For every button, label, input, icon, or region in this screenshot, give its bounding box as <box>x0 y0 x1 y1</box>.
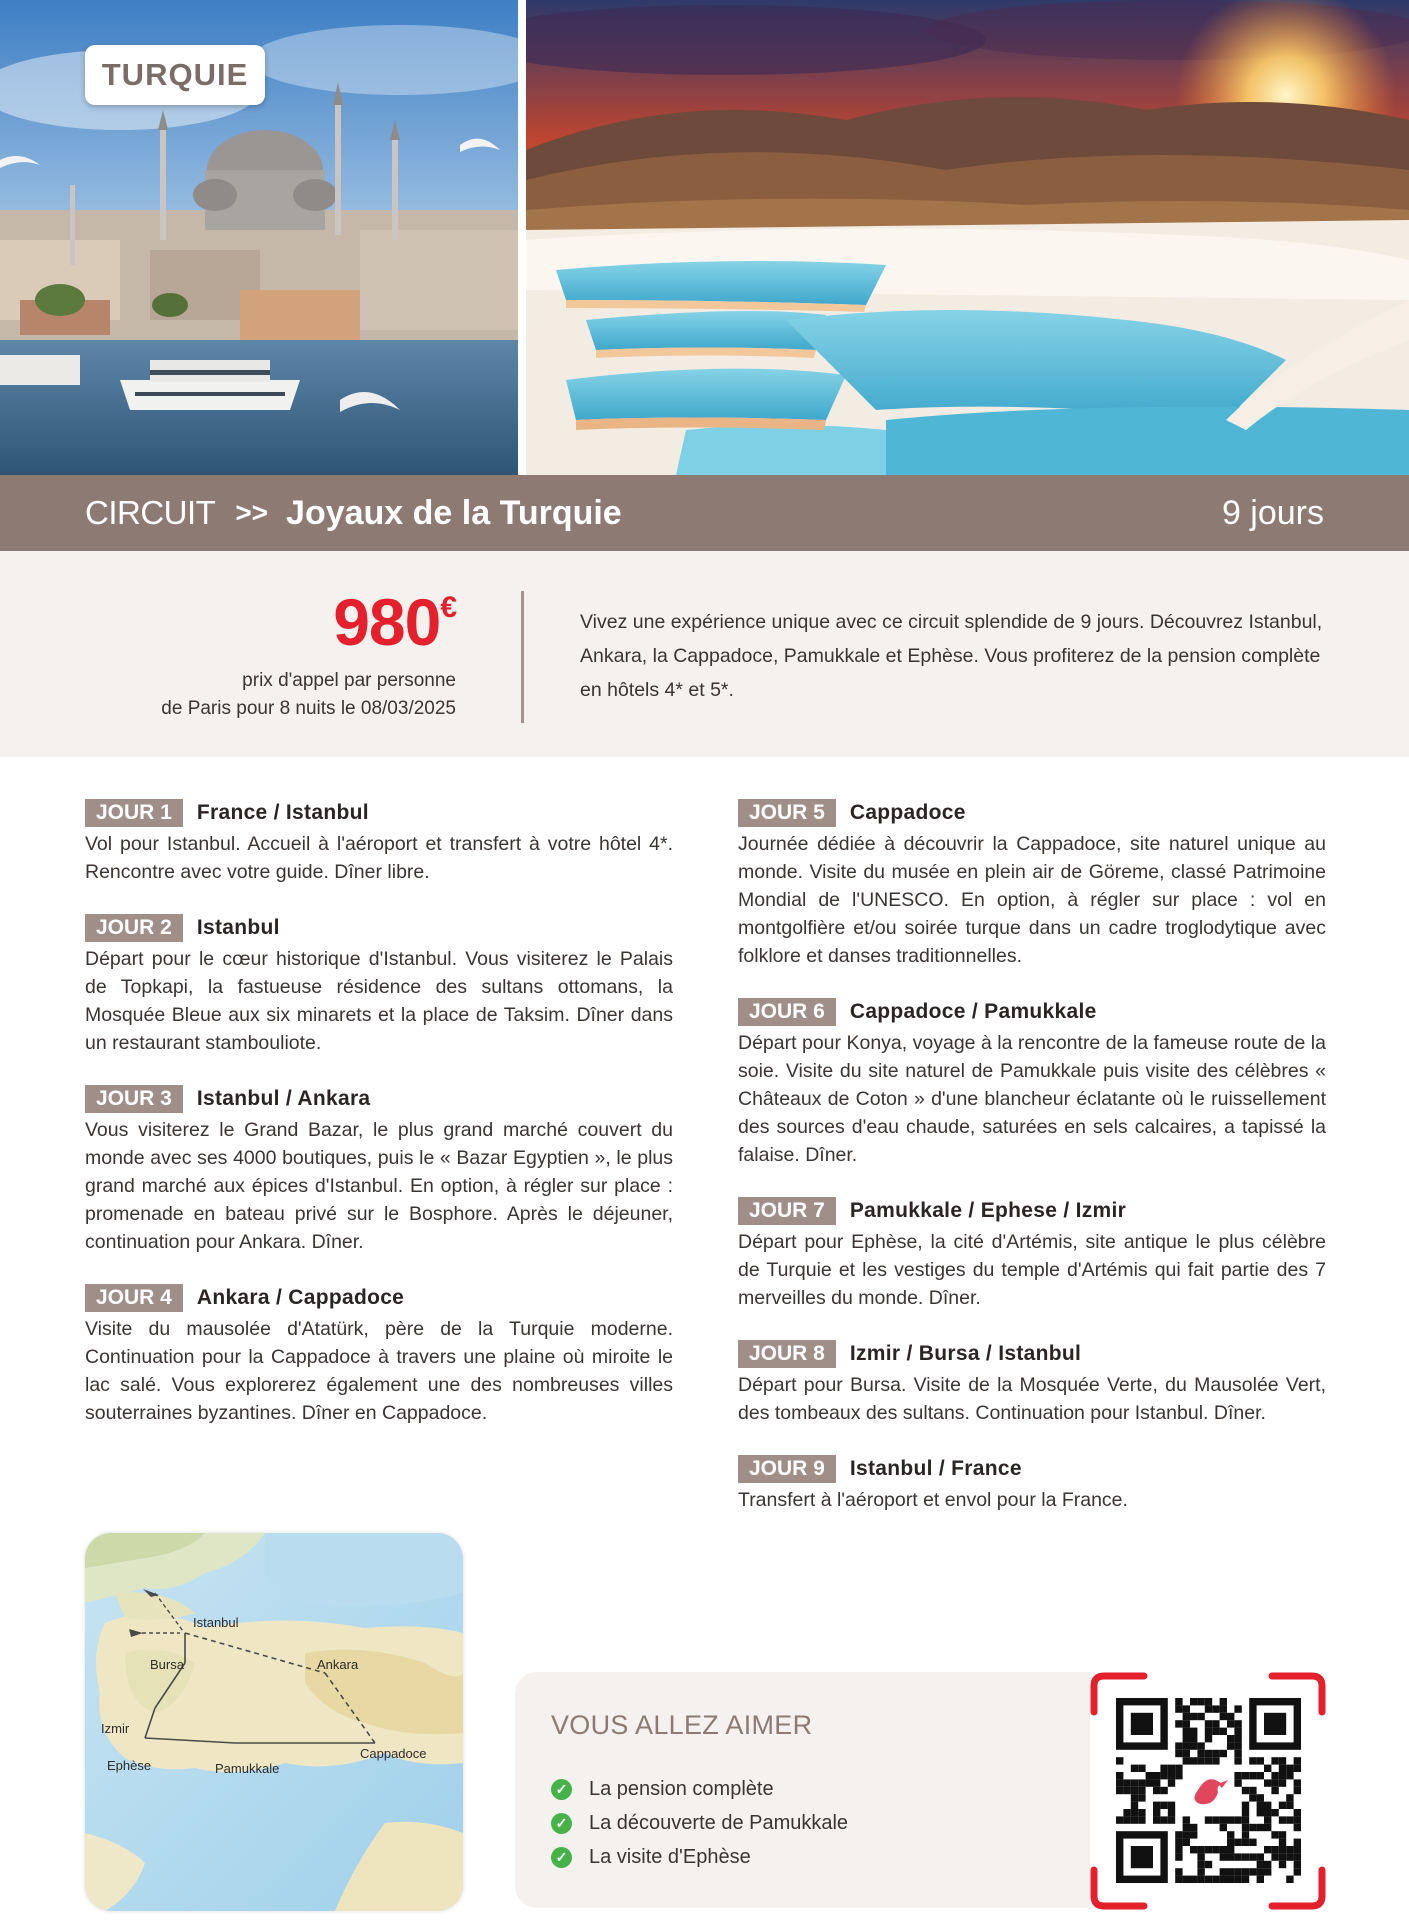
day-7 <box>738 1196 1326 1312</box>
country-badge: TURQUIE <box>85 45 265 105</box>
vertical-divider <box>521 591 524 723</box>
itinerary-left-column <box>85 798 673 1454</box>
day-text: Départ pour Ephèse, la cité d'Artémis, site antique le plus célèbre de Turquie et les vestiges du temple d'Artémis qui fait partie des 7 merveilles du monde. Dîner. <box>738 1231 1326 1309</box>
day-tag: JOUR 6 <box>738 998 836 1026</box>
day-text: Départ pour Bursa. Visite de la Mosquée Verte, du Mausolée Vert, des tombeaux des sultans. Continuation pour Istanbul. Dîner. <box>738 1374 1326 1424</box>
check-circle-icon: ✓ <box>551 1813 572 1834</box>
day-text: Visite du mausolée d'Atatürk, père de la Turquie moderne. Continuation pour la Cappadoce à travers une plaine où miroite le lac salé. Vous explorerez également une des nombreuses villes souterraines byzantines. Dîner en Cappadoce. <box>85 1318 673 1424</box>
day-text: Départ pour Konya, voyage à la rencontre de la fameuse route de la soie. Visite du site naturel de Pamukkale puis visite des célèbres « Châteaux de Coton » d'une blancheur éclatante où le ruissellement des sources d'eau chaude, saturées en sels calcaires, a tapissé la falaise. Dîner. <box>738 1032 1326 1166</box>
day-tag: JOUR 3 <box>85 1085 183 1113</box>
itinerary-right-column <box>738 798 1326 1541</box>
day-6 <box>738 997 1326 1169</box>
highlights-list <box>551 1772 848 1874</box>
circuit-title-bar <box>0 475 1409 551</box>
price-note-line2: de Paris pour 8 nuits le 08/03/2025 <box>161 698 456 719</box>
day-text: Journée dédiée à découvrir la Cappadoce, site naturel unique au monde. Visite du musée en plein air de Göreme, classé Patrimoine Mondial de l'UNESCO. En option, à régler sur place : vol en montgolfière et/ou soirée turque dans un cadre troglodytique avec folklore et danses traditionnelles. <box>738 833 1326 967</box>
map-label-istanbul: Istanbul <box>193 1615 239 1630</box>
day-title: France / Istanbul <box>196 801 369 824</box>
price-note-line1: prix d'appel par personne <box>242 670 456 691</box>
day-title: Cappadoce <box>849 801 966 824</box>
day-3 <box>85 1084 673 1256</box>
circuit-duration: 9 jours <box>1221 493 1324 532</box>
map-label-izmir: Izmir <box>101 1721 130 1736</box>
day-text: Vous visiterez le Grand Bazar, le plus grand marché couvert du monde avec ses 4000 boutiques, puis le « Bazar Egyptien », le plus grand marché aux épices d'Istanbul. En option, à régler sur place : promenade en bateau privé sur le Bosphore. Après le déjeuner, continuation pour Ankara. Dîner. <box>85 1119 673 1253</box>
price-amount: 980€ <box>333 585 456 659</box>
day-text: Vol pour Istanbul. Accueil à l'aéroport et transfert à votre hôtel 4*. Rencontre avec votre guide. Dîner libre. <box>85 833 673 883</box>
circuit-intro: Vivez une expérience unique avec ce circuit splendide de 9 jours. Découvrez Istanbul, Ankara, la Cappadoce, Pamukkale et Ephèse. Vous profiterez de la pension complète en hôtels 4* et 5*. <box>580 611 1323 701</box>
day-8 <box>738 1339 1326 1427</box>
day-tag: JOUR 1 <box>85 799 183 827</box>
qr-code-icon[interactable] <box>1090 1672 1326 1910</box>
day-title: Istanbul <box>196 916 280 939</box>
day-title: Ankara / Cappadoce <box>196 1286 405 1309</box>
day-tag: JOUR 5 <box>738 799 836 827</box>
list-item: ✓ La découverte de Pamukkale <box>551 1806 848 1840</box>
day-9 <box>738 1454 1326 1514</box>
price-band <box>0 551 1409 757</box>
day-title: Istanbul / France <box>849 1457 1022 1480</box>
day-text: Départ pour le cœur historique d'Istanbul. Vous visiterez le Palais de Topkapi, la fastueuse résidence des sultans ottomans, la Mosquée Bleue aux six minarets et la place de Taksim. Dîner dans un restaurant stambouliote. <box>85 948 673 1054</box>
map-label-pamukkale: Pamukkale <box>215 1761 280 1776</box>
day-title: Cappadoce / Pamukkale <box>849 1000 1097 1023</box>
price-note <box>161 667 456 723</box>
day-title: Istanbul / Ankara <box>196 1087 371 1110</box>
circuit-type: CIRCUIT <box>85 494 216 531</box>
map-label-ephese: Ephèse <box>107 1758 152 1773</box>
route-map <box>85 1533 463 1911</box>
day-5 <box>738 798 1326 970</box>
circuit-name: Joyaux de la Turquie <box>286 493 622 532</box>
check-circle-icon: ✓ <box>551 1779 572 1800</box>
day-4 <box>85 1283 673 1427</box>
day-title: Pamukkale / Ephese / Izmir <box>849 1199 1127 1222</box>
day-tag: JOUR 8 <box>738 1340 836 1368</box>
day-tag: JOUR 9 <box>738 1455 836 1483</box>
price-currency: € <box>440 591 456 624</box>
price-block <box>161 585 456 723</box>
map-label-bursa: Bursa <box>150 1657 184 1672</box>
day-tag: JOUR 7 <box>738 1197 836 1225</box>
day-tag: JOUR 2 <box>85 914 183 942</box>
map-label-cappadoce: Cappadoce <box>360 1746 427 1761</box>
hero-photos <box>0 0 1409 475</box>
highlights-title: VOUS ALLEZ AIMER <box>551 1710 813 1740</box>
day-text: Transfert à l'aéroport et envol pour la France. <box>738 1489 1128 1511</box>
day-tag: JOUR 4 <box>85 1284 183 1312</box>
list-item: ✓ La pension complète <box>551 1772 848 1806</box>
check-circle-icon: ✓ <box>551 1847 572 1868</box>
day-title: Izmir / Bursa / Istanbul <box>849 1342 1082 1365</box>
day-2 <box>85 913 673 1057</box>
title-separator: >> <box>235 497 269 528</box>
day-1 <box>85 798 673 886</box>
map-label-ankara: Ankara <box>317 1657 359 1672</box>
pamukkale-photo <box>526 0 1409 475</box>
list-item: ✓ La visite d'Ephèse <box>551 1840 848 1874</box>
